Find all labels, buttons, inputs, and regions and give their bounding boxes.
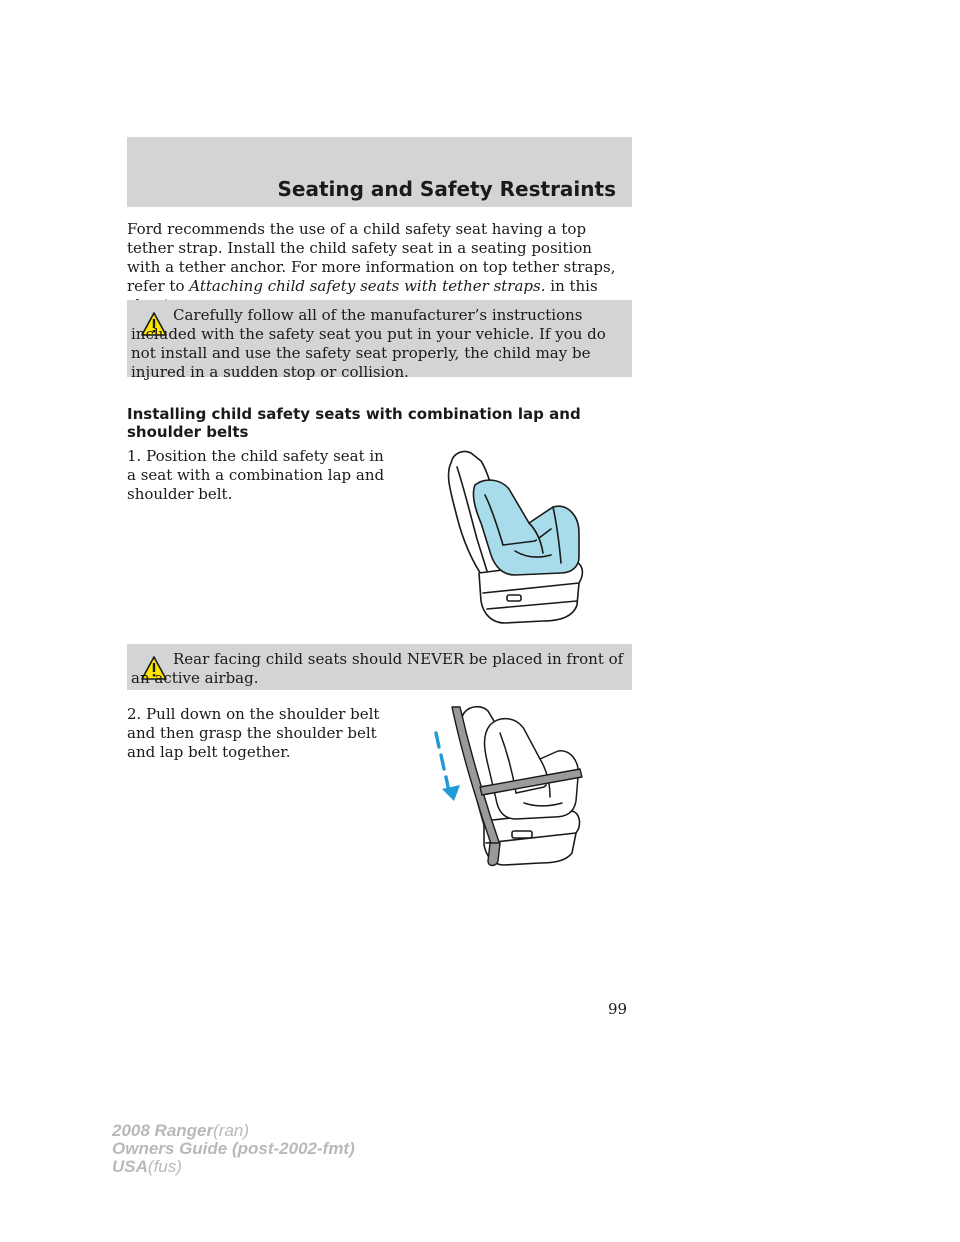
section-header-band — [127, 137, 632, 207]
section-title: Seating and Safety Restraints — [277, 177, 616, 201]
step-2-text: 2. Pull down on the shoulder belt and then grasp the shoulder belt and lap belt together. — [127, 705, 380, 761]
step-1-text: 1. Position the child safety seat in a seat with a combination lap and shoulder belt. — [127, 447, 385, 503]
footer-line-3: USA(fus) — [112, 1157, 182, 1176]
shoulder-belt-illustration — [430, 703, 590, 873]
page-number: 99 — [608, 1000, 628, 1018]
warning-box-airbag — [127, 644, 632, 690]
intro-suffix: in this — [550, 277, 598, 295]
warning-text-instructions: Carefully follow all of the manufacturer’s instructions included with the safety seat you put in your vehicle. If you do not install and use the safety seat properly, the child may be injured in a sudden stop or collision. — [131, 306, 606, 381]
warning-text-airbag: Rear facing child seats should NEVER be placed in front of an active airbag. — [131, 650, 624, 687]
arrow-down-icon — [442, 785, 460, 801]
footer-line-1: 2008 Ranger(ran) — [112, 1121, 250, 1140]
footer-document-id — [112, 1122, 355, 1176]
footer-line-2: Owners Guide (post-2002-fmt) — [112, 1139, 355, 1158]
subheading: Installing child safety seats with combination lap and shoulder belts — [127, 405, 581, 441]
intro-text: Ford recommends the use of a child safety seat having a top tether strap. Install the child safety seat in a seating position with a tether anchor. For more information on top tether straps, refer to — [127, 220, 616, 295]
child-seat-illustration — [433, 445, 593, 630]
cross-reference-link[interactable]: Attaching child safety seats with tether straps. — [189, 277, 546, 295]
warning-box-instructions — [127, 300, 632, 381]
